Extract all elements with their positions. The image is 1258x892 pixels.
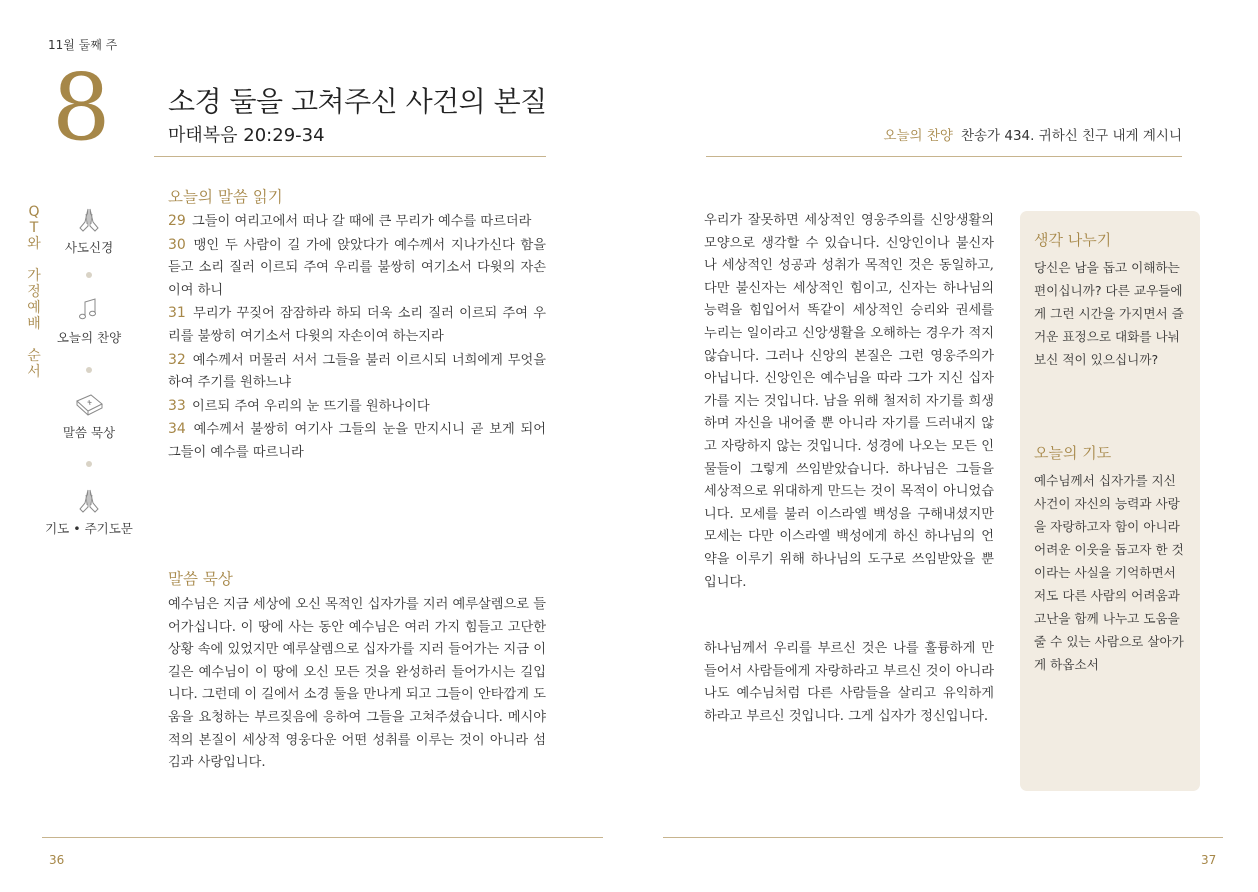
verse [168,349,546,395]
hymn-of-the-day [883,124,1182,144]
hymn-title: 찬송가 434. 귀하신 친구 내게 계시니 [960,128,1182,144]
verse-number: 29 [168,213,186,229]
verse [168,395,546,419]
vertical-char: 정 [27,284,41,300]
nav-item-meditation[interactable] [44,391,134,441]
verse [168,234,546,303]
hymn-label: 오늘의 찬양 [883,128,953,144]
vertical-char: 순 [27,348,41,364]
nav-item-prayer[interactable] [44,487,134,537]
header-divider-left [154,156,546,157]
footer-divider-left [42,837,603,838]
scripture-reference: 마태복음 20:29-34 [168,125,325,146]
nav-label-hymn: 오늘의 찬양 [56,330,122,345]
verse-text: 무리가 꾸짖어 잠잠하라 하되 더욱 소리 질러 이르되 주여 우리를 불쌍히 여기소서 다윗의 자손이여 하는지라 [168,306,546,344]
verse [168,418,546,464]
music-note-icon [74,296,104,324]
meditation-paragraph-2: 우리가 잘못하면 세상적인 영웅주의를 신앙생활의 모양으로 생각할 수 있습니다. 신앙인이나 불신자나 세상적인 성공과 성취가 목적인 것은 동일하고, 다만 불신자는 세상적인 힘이고, 신자는 하나님의 능력을 힘입어서 똑같이 세상적인 승리와 권세를 누리는 일이라고 신앙생활을 오해하는 경우가 적지 않습니다. 그러나 신앙의 본질은 그런 영웅주의가 아닙니다. 신앙인은 예수님을 따라 그가 지신 십자가를 지는 것입니다. 남을 위해 철저히 자기를 희생하며 자신을 내어줄 뿐 아니라 자기를 드러내지 않고 자랑하지 않는 것입니다. 성경에 나오는 모든 인물들이 그렇게 쓰임받았습니다. 하나님은 그들을 세상적으로 위대하게 만드는 것이 목적이 아니었습니다. 모세를 불러 이스라엘 백성을 구해내셨지만 모세는 다만 이스라엘 백성에게 하신 하나님의 언약을 이루기 위해 하나님의 도구로 쓰임받았을 뿐입니다. [704,213,994,590]
vertical-char: 서 [27,364,41,380]
nav-item-creed[interactable] [44,206,134,256]
vertical-char: Q [28,204,40,220]
meditation-paragraph-1: 예수님은 지금 세상에 오신 목적인 십자가를 지러 예루살렘으로 들어가십니다. 이 땅에 사는 동안 예수님은 여러 가지 힘들고 고단한 상황 속에 있었지만 예루살렘으로 십자가를 지러 들어가는 지금 이 길은 예수님이 이 땅에 오신 모든 것을 완성하러 들어가시는 길입니다. 그런데 이 길에서 소경 둘을 만나게 되고 그들이 안타깝게 도움을 요청하는 부르짖음에 응하여 그들을 고쳐주셨습니다. 메시야적의 본질이 세상적 영웅다운 어떤 성취를 이루는 것이 아니라 섬김과 사랑입니다. [168,597,546,771]
vertical-section-label [27,204,41,380]
nav-separator-dot [86,461,92,467]
scripture-verses [168,210,546,465]
header-divider-right [706,156,1182,157]
verse-number: 30 [168,236,186,253]
verse-text: 예수께서 불쌍히 여기사 그들의 눈을 만지시니 곧 보게 되어 그들이 예수를 따르니라 [168,422,546,460]
footer-divider-right [663,837,1223,838]
verse-number: 34 [168,421,186,438]
page-number-left: 36 [49,853,65,867]
nav-label-meditation: 말씀 묵상 [62,425,116,440]
verse [168,302,546,348]
nav-item-hymn[interactable] [44,296,134,346]
vertical-char [27,252,41,268]
verse [168,210,546,234]
verse-text: 맹인 두 사람이 길 가에 앉았다가 예수께서 지나가신다 함을 듣고 소리 질러 이르되 주여 우리를 불쌍히 여기소서 다윗의 자손이여 하니 [168,237,546,298]
share-heading: 생각 나누기 [1034,231,1112,249]
praying-hands-icon [74,487,104,515]
verse-number: 32 [168,351,186,368]
share-text: 당신은 남을 돕고 이해하는 편이십니까? 다른 교우들에게 그런 시간을 가지면서 즐거운 표정으로 대화를 나눠 보신 적이 있으십니까? [1034,260,1184,367]
vertical-char: 예 [27,300,41,316]
meditation-heading: 말씀 묵상 [168,570,233,588]
verse-text: 이르되 주여 우리의 눈 뜨기를 원하나이다 [192,398,430,414]
meditation-paragraph-3: 하나님께서 우리를 부르신 것은 나를 훌륭하게 만들어서 사람들에게 자랑하라고 부르신 것이 아니라 나도 예수님처럼 다른 사람들을 살리고 유익하게 하라고 부르신 것입니다. 그게 십자가 정신입니다. [704,641,994,724]
nav-label-prayer: 기도 • 주기도문 [45,521,133,536]
verse-number: 33 [168,397,186,414]
nav-separator-dot [86,367,92,373]
vertical-char [27,332,41,348]
vertical-char: T [29,220,39,236]
page-title: 소경 둘을 고쳐주신 사건의 본질 [168,85,547,118]
day-number: 8 [52,54,111,161]
nav-separator-dot [86,272,92,278]
prayer-text: 예수님께서 십자가를 지신 사건이 자신의 능력과 사랑을 자랑하고자 함이 아니라 어려운 이웃을 돕고자 한 것이라는 사실을 기억하면서 저도 다른 사람의 어려움과 고난을 함께 나누고 도움을 줄 수 있는 사람으로 살아가게 하옵소서 [1034,473,1184,672]
vertical-char: 배 [27,316,41,332]
verse-text: 예수께서 머물러 서서 그들을 불러 이르시되 너희에게 무엇을 하여 주기를 원하느냐 [168,352,546,391]
vertical-char: 가 [27,268,41,284]
praying-hands-icon [74,206,104,234]
reading-heading: 오늘의 말씀 읽기 [168,188,283,206]
bible-icon [73,391,105,419]
page-number-right: 37 [1201,853,1217,867]
verse-text: 그들이 여리고에서 떠나 갈 때에 큰 무리가 예수를 따르더라 [192,214,532,229]
week-label: 11월 둘째 주 [48,38,118,52]
vertical-char: 와 [27,236,41,252]
nav-label-creed: 사도신경 [64,240,114,255]
verse-number: 31 [168,305,186,322]
prayer-heading: 오늘의 기도 [1034,444,1112,462]
